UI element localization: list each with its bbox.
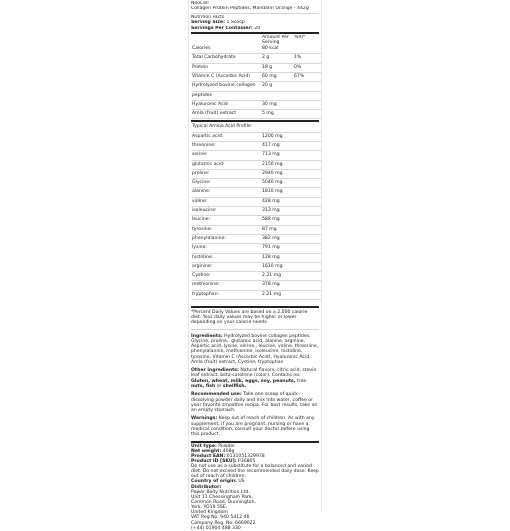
amino-acid-amount: 2940 mg (261, 169, 293, 178)
divider (191, 441, 319, 443)
allergen-list: Gluten, wheat, milk, eggs, soy, peanuts, (191, 378, 296, 384)
empty-cell (293, 160, 321, 169)
amino-acid-name: Cystine: (191, 272, 261, 281)
empty-cell (293, 142, 321, 151)
nutrient-ri-percent (293, 82, 321, 91)
amino-acid-amount: 128 mg (261, 253, 293, 262)
divider (191, 306, 319, 308)
amount-column-header: Amount Per Serving (262, 35, 289, 46)
nutrient-row (191, 91, 321, 100)
empty-cell (293, 197, 321, 206)
nutrient-name: Vitamin C (Ascorbic Acid) (191, 72, 261, 81)
servings-label: Servings Per Container: (191, 25, 253, 31)
nutrient-name: Amla (fruit) extract (191, 110, 261, 119)
address-line: Power Body Nutrition Ltd. (191, 489, 250, 495)
empty-cell (293, 169, 321, 178)
address-line: VAT Reg No. 940 5412 46 (191, 515, 250, 521)
amino-acid-row (191, 216, 321, 225)
divider (191, 32, 319, 34)
amino-acid-row (191, 197, 321, 206)
amino-acid-row (191, 169, 321, 178)
facts-header (191, 1, 319, 31)
nutrient-amount: 80 kcal (261, 45, 293, 54)
amino-acid-name: lysine: (191, 244, 261, 253)
amino-acid-amount: 313 mg (261, 207, 293, 216)
empty-cell (293, 225, 321, 234)
nutrient-row (191, 72, 321, 81)
nutrient-row (191, 100, 321, 109)
amino-acid-row (191, 160, 321, 169)
nutrient-ri-percent (293, 110, 321, 119)
allergen-list: shellfish. (222, 383, 247, 389)
nutrient-amount: 60 mg (261, 72, 293, 81)
amino-acid-amount: 1810 mg (261, 188, 293, 197)
nutrient-name: Calories (191, 45, 261, 54)
amino-acid-amount: 378 mg (261, 281, 293, 290)
origin-label: Country of origin: (191, 479, 237, 485)
amino-acid-row (191, 151, 321, 160)
amino-acid-table (191, 123, 321, 300)
amino-acid-name: threonine: (191, 142, 261, 151)
amino-acid-row (191, 234, 321, 243)
amino-acid-name: alanine: (191, 188, 261, 197)
other-ingredients-label: Other ingredients: (191, 368, 239, 374)
divider (191, 120, 319, 122)
net-weight-value: 408g (222, 448, 235, 454)
nutrient-amount: 20 g (261, 82, 293, 91)
amino-acid-amount: 2150 mg (261, 160, 293, 169)
amino-acid-row (191, 244, 321, 253)
amino-acid-name: leucine: (191, 216, 261, 225)
nutrient-row (191, 45, 321, 54)
amino-acid-amount: 2.21 mg (261, 272, 293, 281)
serving-size-value: 1 Scoop (226, 20, 245, 26)
amino-acid-row (191, 132, 321, 141)
ri-column-header: %RI* (294, 35, 306, 41)
amino-acid-row (191, 253, 321, 262)
amino-acid-name: serine: (191, 151, 261, 160)
nutrient-name: peptides (191, 91, 261, 100)
amino-acid-row (191, 272, 321, 281)
facts-title: Nutrition Facts (191, 14, 225, 20)
product-details (191, 444, 319, 531)
amino-acid-amount: 588 mg (261, 216, 293, 225)
nutrient-name: Hydrolyzed bovine collagen (191, 82, 261, 91)
empty-cell (293, 179, 321, 188)
amino-acid-amount: 382 mg (261, 234, 293, 243)
amino-acid-amount: 1610 mg (261, 262, 293, 271)
nutrient-amount: 2 g (261, 54, 293, 63)
amino-acid-amount: 713 mg (261, 151, 293, 160)
usage-section (191, 392, 319, 413)
amino-acid-name: Aspartic acid: (191, 132, 261, 141)
unit-type-value: Powder (218, 443, 236, 449)
other-ingredients-text: Natural flavors, citric acid, stevia leaf extract, beta-carotene (color). Contains no: (191, 368, 317, 379)
empty-cell (293, 188, 321, 197)
empty-cell (293, 253, 321, 262)
address-line: (+44) 01904 488 330 (191, 525, 241, 531)
nutrient-ri-percent (293, 91, 321, 100)
address-line: Unit 11 Chessingham Park, (191, 494, 254, 500)
amino-acid-name: arginine: (191, 262, 261, 271)
amino-acid-name: Glycine: (191, 179, 261, 188)
ean-value: 0131051329978 (226, 453, 265, 459)
nutrient-ri-percent (293, 45, 321, 54)
amino-acid-amount: 5040 mg (261, 179, 293, 188)
brand-name: NeoCell (191, 1, 209, 6)
servings-value: 20 (254, 25, 261, 31)
empty-cell (293, 244, 321, 253)
unit-type-label: Unit type: (191, 443, 217, 449)
address-line: Company Reg. No. 6669022 (191, 520, 256, 526)
amino-acid-name: phenylalanine: (191, 234, 261, 243)
sku-label: Product ID [SKU]: (191, 458, 237, 464)
ingredients-section (191, 334, 319, 365)
ingredients-label: Ingredients: (191, 333, 223, 339)
amino-acid-row (191, 207, 321, 216)
sku-value: P36805 (238, 458, 256, 464)
warnings-section (191, 416, 319, 437)
nutrient-amount: 30 mg (261, 100, 293, 109)
amino-profile-title: Typical Amino Acid Profile: (191, 123, 261, 132)
amino-acid-name: histidine: (191, 253, 261, 262)
amino-acid-name: proline: (191, 169, 261, 178)
usage-label: Recommended use: (191, 392, 242, 398)
address-line: Common Road, Dunnington, (191, 500, 256, 506)
nutrient-ri-percent: 67% (293, 72, 321, 81)
amino-acid-row (191, 262, 321, 271)
product-info-panel (188, 0, 322, 531)
origin-value: US (238, 479, 245, 485)
nutrition-table (191, 35, 321, 119)
amino-acid-amount: 87 mg (261, 225, 293, 234)
disclaimer-text: Do not use as a substitute for a balanced and varied diet. Do not exceed the recommended daily dose. Keep out of reach of children. (191, 464, 319, 480)
amino-acid-row (191, 225, 321, 234)
amino-acid-row (191, 179, 321, 188)
amino-acid-row (191, 281, 321, 290)
empty-cell (293, 281, 321, 290)
product-title: Collagen Protein Peptides, Mandarin Orange - 442g (191, 6, 309, 12)
nutrient-row (191, 110, 321, 119)
ean-label: Product EAN: (191, 453, 226, 459)
empty-cell (293, 272, 321, 281)
empty-cell (293, 290, 321, 299)
empty-cell (293, 151, 321, 160)
nutrient-ri-percent: 1% (293, 54, 321, 63)
distributor-label: Distributor: (191, 484, 222, 490)
nutrient-amount: 18 g (261, 63, 293, 72)
amino-acid-name: tyrosine: (191, 225, 261, 234)
empty-cell (293, 207, 321, 216)
amino-acid-row (191, 142, 321, 151)
ingredients-text: Hydrolyzed bovine collagen peptides, Glycine, proline,, glutamic acid, alanine, arginine, Aspartic acid, lysine, serine,, leucine, valine, threonine, phenylalanine, methionine, isoleucine, histidine, tyrosine, Vitamin C (Ascorbic Acid), Hyaluronic Acid, Amla (fruit) extract, Cystine, tryptophan (191, 333, 319, 365)
nutrient-ri-percent: 0% (293, 63, 321, 72)
amino-acid-amount: 417 mg (261, 142, 293, 151)
nutrient-amount: 5 mg (261, 110, 293, 119)
empty-cell (293, 262, 321, 271)
nutrient-row (191, 82, 321, 91)
serving-size-label: Serving Size: (191, 20, 225, 26)
nutrient-name: Protein (191, 63, 261, 72)
net-weight-label: Net weight: (191, 448, 222, 454)
amino-acid-row (191, 290, 321, 299)
address-line: York, YO19 5SE, (191, 505, 228, 511)
address-line: United Kingdom (191, 510, 228, 516)
amino-acid-name: valine: (191, 197, 261, 206)
amino-acid-amount: 791 mg (261, 244, 293, 253)
nutrient-name: Total Carbohydrate (191, 54, 261, 63)
other-ingredients-text: or (216, 383, 222, 389)
nutrient-amount (261, 91, 293, 100)
empty-cell (293, 216, 321, 225)
footnote: *Percent Daily Values are based on a 2,000 calorie diet. Your daily values may be higher or lower depending on your calorie needs. (191, 310, 308, 326)
amino-acid-name: glutamic acid: (191, 160, 261, 169)
empty-cell (293, 234, 321, 243)
amino-acid-row (191, 188, 321, 197)
other-ingredients-section (191, 368, 319, 389)
amino-acid-amount: 2.21 mg (261, 290, 293, 299)
amino-acid-name: isoleucine: (191, 207, 261, 216)
amino-acid-name: methionine: (191, 281, 261, 290)
warnings-text: Keep out of reach of children. As with any supplement, if you are pregnant, nursing or have a medical condition, consult your doctor before using this product. (191, 416, 315, 437)
amino-acid-name: tryptophan: (191, 290, 261, 299)
nutrient-row (191, 54, 321, 63)
nutrient-name: Hyaluronic Acid (191, 100, 261, 109)
usage-text: Take one scoop of quick-dissolving powder daily and mix into water, coffee or your favorite smoothie recipe. For best results, take on an empty stomach. (191, 392, 318, 413)
allergen-list: nuts, fish (191, 383, 216, 389)
amino-acid-amount: 428 mg (261, 197, 293, 206)
other-ingredients-text: tree (296, 378, 307, 384)
empty-cell (293, 132, 321, 141)
nutrient-row (191, 63, 321, 72)
amino-acid-amount: 1200 mg (261, 132, 293, 141)
nutrient-ri-percent (293, 100, 321, 109)
warnings-label: Warnings: (191, 416, 218, 422)
